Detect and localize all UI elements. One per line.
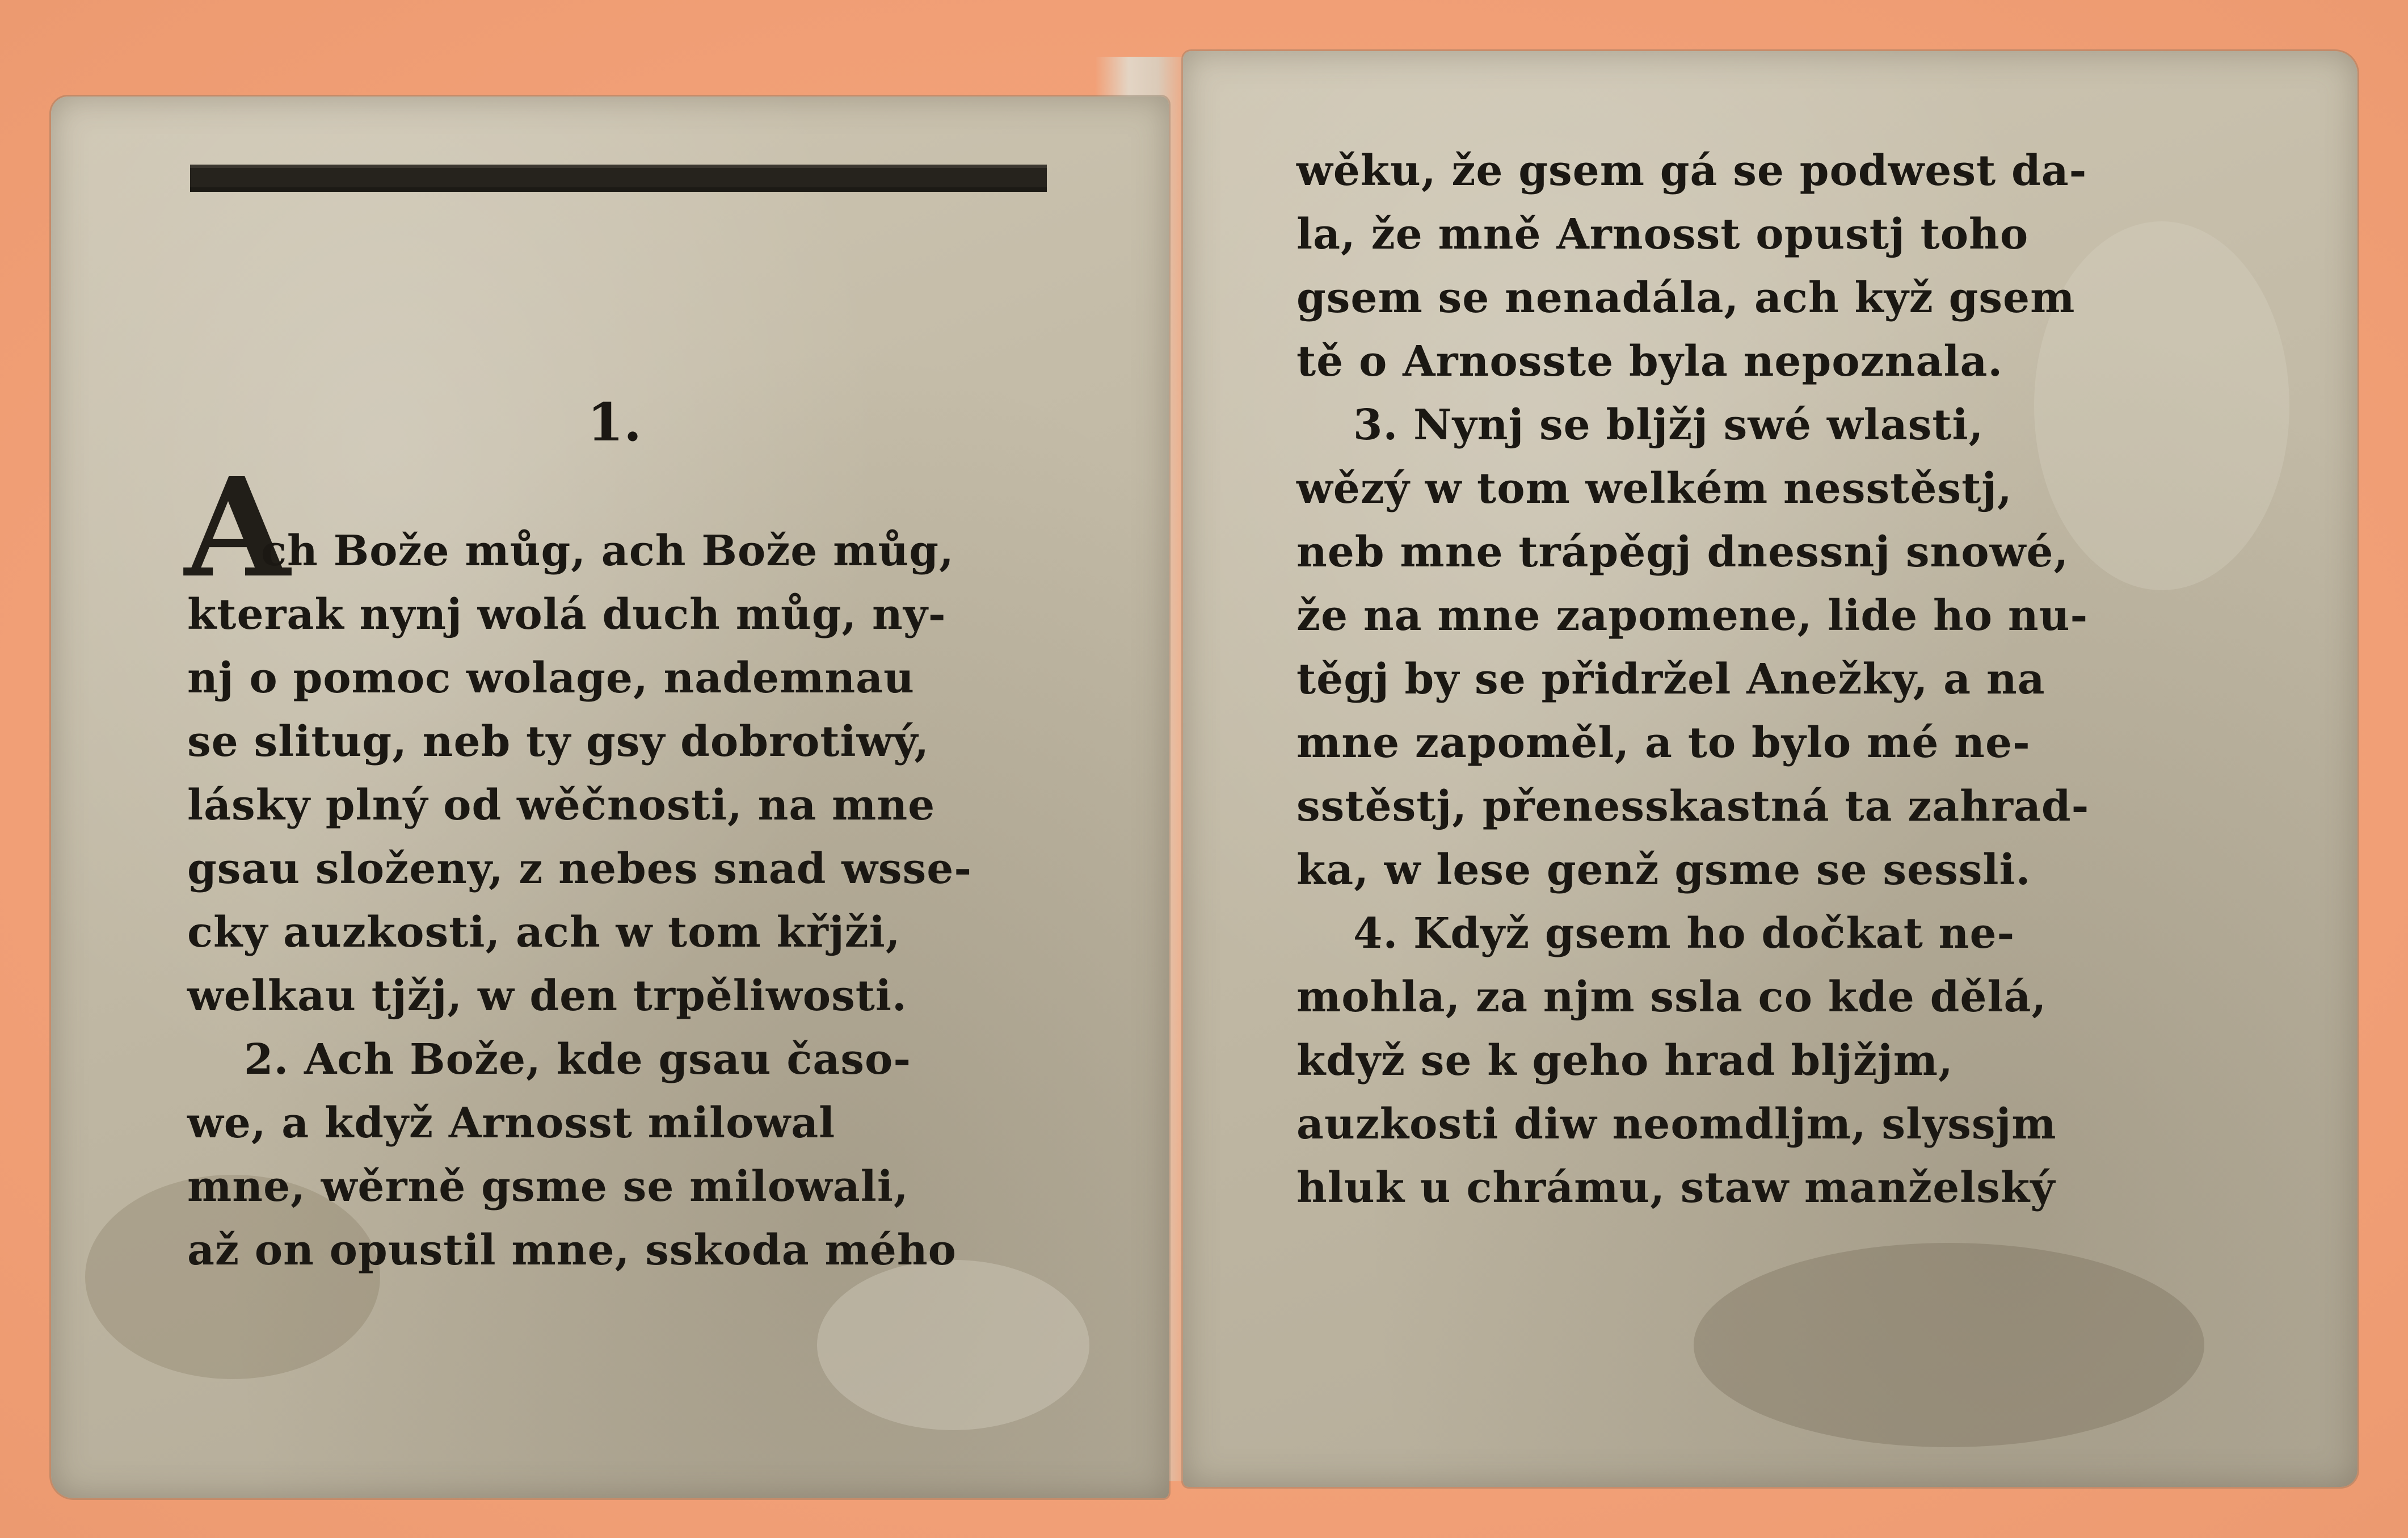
text-line: 2. Ach Bože, kde gsau časo-: [244, 1035, 912, 1084]
text-line: se slitug, neb ty gsy dobrotiwý,: [187, 717, 929, 766]
text-line: mohla, za njm ssla co kde dělá,: [1296, 973, 2047, 1022]
text-line: nj o pomoc wolage, nademnau: [187, 654, 915, 703]
text-line: gsau složeny, z nebes snad wsse-: [187, 844, 973, 893]
text-line: cky auzkosti, ach w tom křjži,: [187, 908, 901, 957]
text-line: až on opustil mne, sskoda mého: [187, 1226, 957, 1275]
header-rule: [190, 165, 1047, 192]
text-line: we, a když Arnosst milowal: [187, 1099, 836, 1148]
text-line: ka, w lese genž gsme se sessli.: [1296, 846, 2031, 894]
text-line: wězý w tom welkém nesstěstj,: [1296, 464, 2013, 513]
paper-stain: [817, 1260, 1089, 1430]
text-line: těgj by se přidržel Anežky, a na: [1296, 655, 2045, 704]
text-line: že na mne zapomene, lide ho nu-: [1296, 591, 2089, 640]
text-line: ch Bože můg, ach Bože můg,: [261, 527, 954, 575]
text-line: tě o Arnosste byla nepoznala.: [1296, 337, 2003, 386]
text-line: když se k geho hrad bljžjm,: [1296, 1036, 1954, 1085]
text-line: kterak nynj wolá duch můg, ny-: [187, 590, 946, 639]
text-line: auzkosti diw neomdljm, slyssjm: [1296, 1100, 2057, 1149]
left-text-block: [187, 519, 972, 1282]
text-line: mne, wěrně gsme se milowali,: [187, 1162, 909, 1211]
text-line: gsem se nenadála, ach kyž gsem: [1296, 274, 2076, 322]
right-text-block: [1296, 139, 2089, 1220]
left-page: [51, 96, 1169, 1498]
right-page: [1183, 51, 2358, 1487]
text-line: sstěstj, přenesskastná ta zahrad-: [1296, 782, 2090, 831]
text-line: la, že mně Arnosst opustj toho: [1296, 210, 2029, 259]
text-line: wěku, že gsem gá se podwest da-: [1296, 146, 2087, 195]
paper-stain: [1694, 1243, 2204, 1447]
text-line: welkau tjžj, w den trpěliwosti.: [187, 972, 907, 1020]
section-number: 1.: [587, 392, 642, 453]
text-line: mne zapoměl, a to bylo mé ne-: [1296, 718, 2031, 767]
text-line: 3. Nynj se bljžj swé wlasti,: [1353, 401, 1984, 449]
text-line: hluk u chrámu, staw manželský: [1296, 1163, 2056, 1212]
drop-cap: A: [184, 448, 291, 608]
text-line: 4. Když gsem ho dočkat ne-: [1353, 909, 2015, 958]
text-line: lásky plný od wěčnosti, na mne: [187, 781, 936, 830]
text-line: neb mne trápěgj dnessnj snowé,: [1296, 528, 2069, 577]
